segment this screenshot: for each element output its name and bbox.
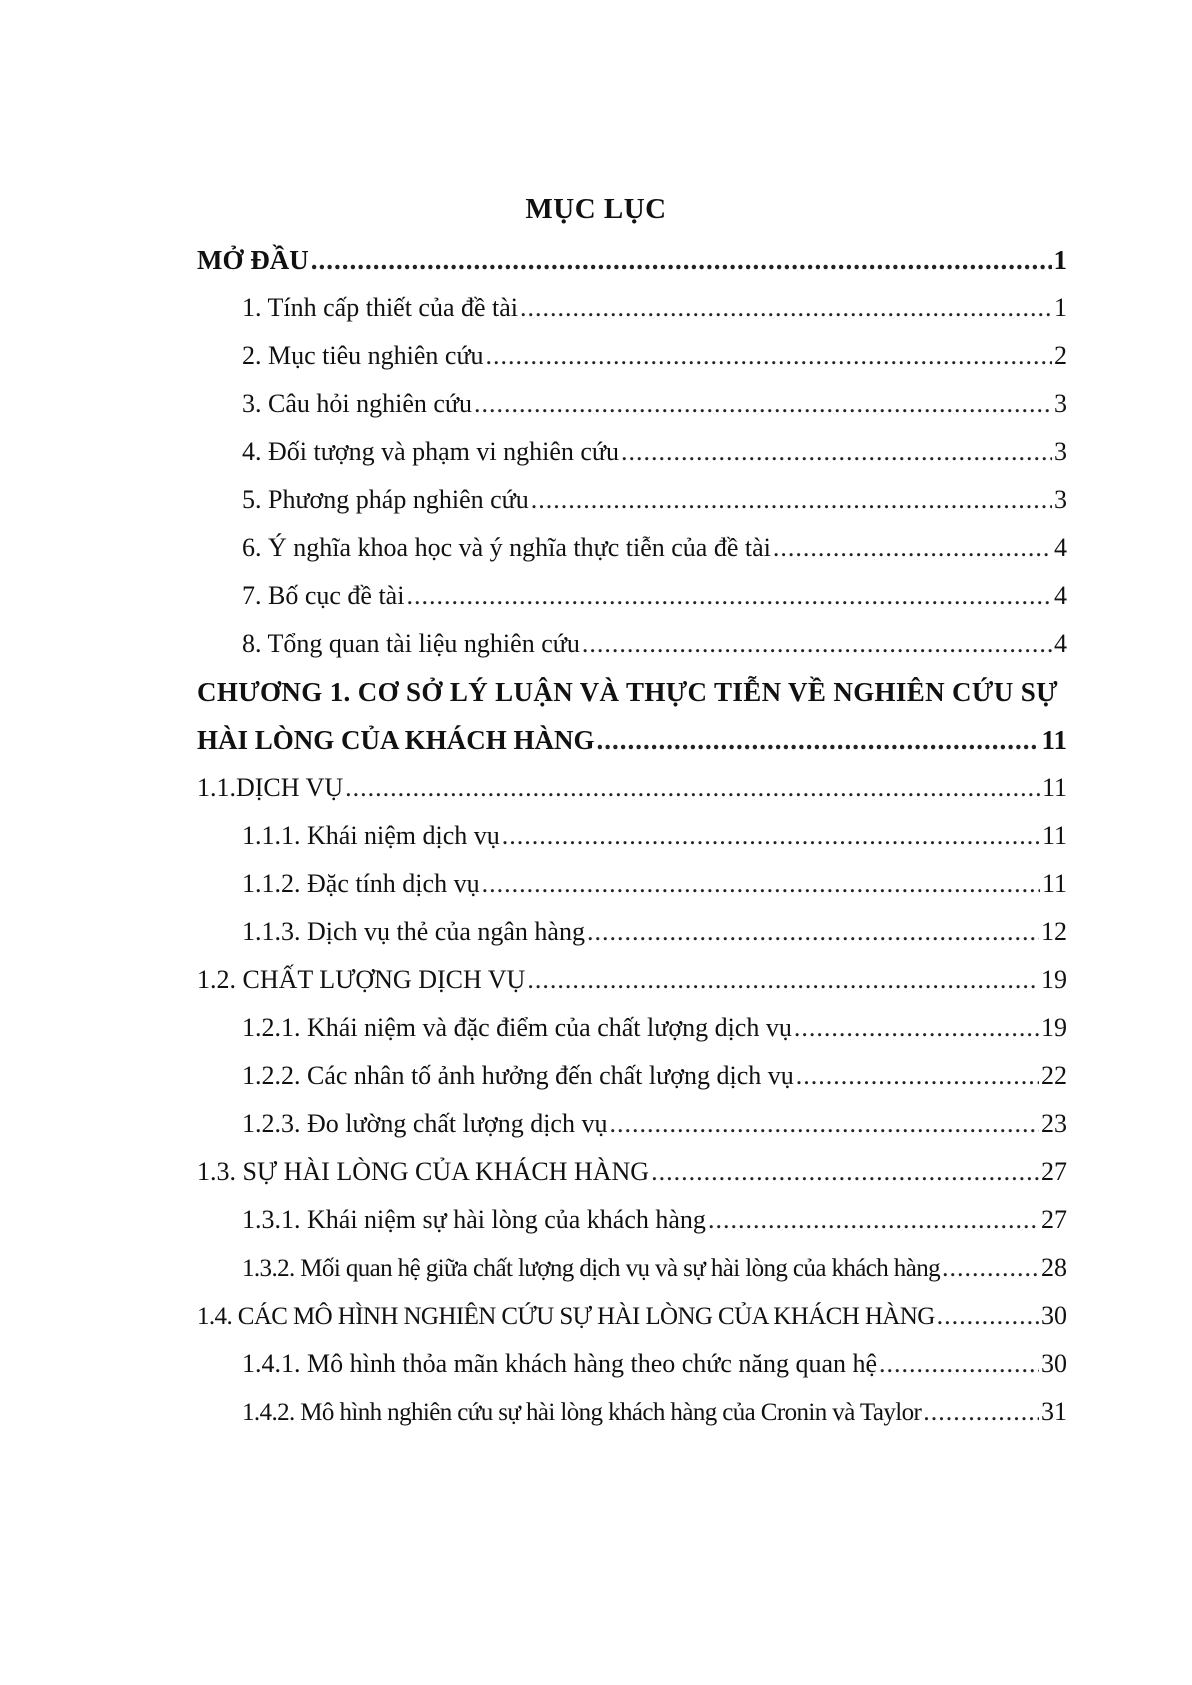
toc-entry	[197, 716, 1067, 764]
toc-dot-leader	[879, 1340, 1039, 1388]
toc-entry	[197, 764, 1067, 812]
toc-dot-leader	[773, 524, 1052, 572]
toc-dot-leader	[311, 236, 1052, 284]
toc-entry-label: 1.3.1. Khái niệm sự hài lòng của khách hàng	[242, 1205, 706, 1234]
toc-dot-leader	[345, 764, 1040, 812]
toc-dot-leader	[794, 1004, 1039, 1052]
toc-entry-label: 1.2.1. Khái niệm và đặc điểm của chất lượng dịch vụ	[242, 1013, 792, 1042]
toc-page-number: 11	[1041, 869, 1067, 898]
toc-entry-label: 7. Bố cục đề tài	[242, 581, 405, 610]
toc-entry-label: 6. Ý nghĩa khoa học và ý nghĩa thực tiễn của đề tài	[242, 533, 771, 562]
toc-page-number: 19	[1041, 1013, 1067, 1042]
toc-entry	[197, 908, 1067, 956]
toc-dot-leader	[937, 1292, 1039, 1340]
toc-page-number: 27	[1041, 1157, 1067, 1186]
toc-entry-label: 1.2.2. Các nhân tố ảnh hưởng đến chất lượng dịch vụ	[242, 1061, 794, 1090]
toc-dot-leader	[708, 1196, 1039, 1244]
toc-page-number: 27	[1041, 1205, 1067, 1234]
toc-dot-leader	[520, 284, 1052, 332]
toc-page-number: 22	[1041, 1061, 1067, 1090]
toc-entry	[197, 812, 1067, 860]
table-of-contents	[197, 236, 1067, 1436]
toc-entry-label: 1.3. SỰ HÀI LÒNG CỦA KHÁCH HÀNG	[197, 1157, 650, 1186]
toc-dot-leader	[796, 1052, 1039, 1100]
toc-page-number: 4	[1054, 533, 1067, 562]
toc-page-number: 30	[1041, 1349, 1067, 1378]
toc-entry	[197, 284, 1067, 332]
toc-entry	[197, 524, 1067, 572]
toc-entry	[197, 620, 1067, 668]
toc-entry-label: 1.1.1. Khái niệm dịch vụ	[242, 821, 500, 850]
toc-page-number: 11	[1041, 725, 1067, 755]
toc-dot-leader	[587, 908, 1039, 956]
toc-dot-leader	[502, 812, 1040, 860]
toc-page-number: 1	[1054, 293, 1067, 322]
toc-page-number: 4	[1054, 629, 1067, 658]
toc-entry-label: 1. Tính cấp thiết của đề tài	[242, 293, 519, 322]
toc-entry	[197, 380, 1067, 428]
toc-entry	[197, 1052, 1067, 1100]
toc-entry	[197, 236, 1067, 284]
toc-entry-label: 1.1.2. Đặc tính dịch vụ	[242, 869, 480, 898]
toc-page-number: 19	[1041, 965, 1067, 994]
toc-dot-leader	[474, 380, 1052, 428]
toc-page-number: 12	[1041, 917, 1067, 946]
toc-dot-leader	[621, 428, 1052, 476]
toc-entry-label: 2. Mục tiêu nghiên cứu	[242, 341, 484, 370]
toc-page-number: 3	[1054, 389, 1067, 418]
toc-entry	[197, 476, 1067, 524]
toc-dot-leader	[942, 1244, 1039, 1292]
toc-page-number: 11	[1041, 821, 1067, 850]
toc-page-number: 3	[1054, 485, 1067, 514]
toc-entry	[197, 572, 1067, 620]
toc-entry	[197, 1196, 1067, 1244]
toc-dot-leader	[486, 332, 1052, 380]
toc-entry-label: 1.3.2. Mối quan hệ giữa chất lượng dịch vụ và sự hài lòng của khách hàng	[242, 1255, 940, 1282]
toc-entry-label: 8. Tổng quan tài liệu nghiên cứu	[242, 629, 580, 658]
toc-dot-leader	[406, 572, 1052, 620]
toc-entry-label: 1.2. CHẤT LƯỢNG DỊCH VỤ	[197, 965, 526, 994]
toc-entry	[197, 1100, 1067, 1148]
toc-entry-label: 3. Câu hỏi nghiên cứu	[242, 389, 473, 418]
toc-entry-label: 5. Phương pháp nghiên cứu	[242, 485, 529, 514]
toc-entry	[197, 1004, 1067, 1052]
toc-page-number: 30	[1041, 1301, 1067, 1330]
toc-entry-label: 1.4.1. Mô hình thỏa mãn khách hàng theo chức năng quan hệ	[242, 1349, 878, 1378]
toc-entry	[197, 668, 1067, 716]
toc-entry-label: 1.4.2. Mô hình nghiên cứu sự hài lòng khách hàng của Cronin và Taylor	[242, 1399, 922, 1426]
toc-entry	[197, 1340, 1067, 1388]
toc-page-number: 3	[1054, 437, 1067, 466]
toc-page-number: 4	[1054, 581, 1067, 610]
toc-entry	[197, 1388, 1067, 1436]
toc-entry	[197, 332, 1067, 380]
toc-dot-leader	[531, 476, 1052, 524]
toc-entry	[197, 860, 1067, 908]
toc-dot-leader	[651, 1148, 1039, 1196]
toc-page-number: 1	[1053, 245, 1067, 275]
toc-entry	[197, 428, 1067, 476]
toc-entry-label: 1.2.3. Đo lường chất lượng dịch vụ	[242, 1109, 608, 1138]
toc-dot-leader	[527, 956, 1039, 1004]
toc-entry-label: MỞ ĐẦU	[197, 245, 309, 275]
toc-entry-label: 1.1.3. Dịch vụ thẻ của ngân hàng	[242, 917, 585, 946]
toc-entry-label: 1.4. CÁC MÔ HÌNH NGHIÊN CỨU SỰ HÀI LÒNG CỦA KHÁCH HÀNG	[197, 1303, 935, 1330]
toc-entry	[197, 1148, 1067, 1196]
toc-entry-label: HÀI LÒNG CỦA KHÁCH HÀNG	[197, 725, 595, 755]
toc-dot-leader	[597, 716, 1040, 764]
toc-entry-label: CHƯƠNG 1. CƠ SỞ LÝ LUẬN VÀ THỰC TIỄN VỀ NGHIÊN CỨU SỰ	[197, 677, 1058, 707]
toc-dot-leader	[582, 620, 1052, 668]
toc-entry-label: 1.1.DỊCH VỤ	[197, 773, 344, 802]
toc-dot-leader	[609, 1100, 1039, 1148]
toc-page-number: 11	[1041, 773, 1067, 802]
toc-entry	[197, 1292, 1067, 1340]
toc-entry	[197, 1244, 1067, 1292]
toc-page-number: 28	[1041, 1253, 1067, 1282]
toc-page-number: 31	[1041, 1397, 1067, 1426]
toc-dot-leader	[482, 860, 1040, 908]
toc-entry-label: 4. Đối tượng và phạm vi nghiên cứu	[242, 437, 619, 466]
toc-page-number: 2	[1054, 341, 1067, 370]
toc-title: MỤC LỤC	[525, 193, 667, 225]
toc-entry	[197, 956, 1067, 1004]
toc-page-number: 23	[1041, 1109, 1067, 1138]
toc-dot-leader	[923, 1388, 1039, 1436]
